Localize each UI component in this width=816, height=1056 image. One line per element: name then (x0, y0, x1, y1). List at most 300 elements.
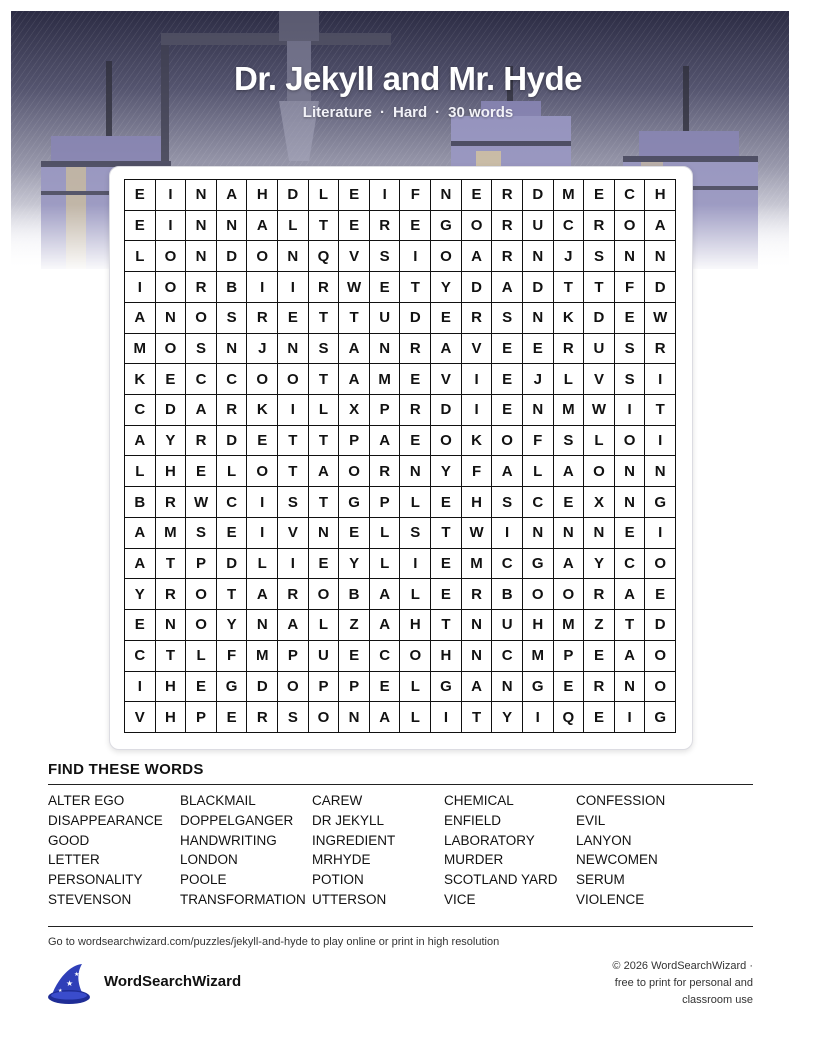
grid-cell[interactable]: N (278, 334, 309, 365)
grid-cell[interactable]: D (247, 672, 278, 703)
grid-cell[interactable]: N (523, 395, 554, 426)
grid-cell[interactable]: K (125, 364, 156, 395)
grid-cell[interactable]: E (125, 610, 156, 641)
grid-cell[interactable]: T (156, 549, 187, 580)
grid-cell[interactable]: N (186, 211, 217, 242)
grid-cell[interactable]: I (247, 487, 278, 518)
grid-cell[interactable]: O (645, 549, 676, 580)
grid-cell[interactable]: A (554, 549, 585, 580)
grid-cell[interactable]: E (431, 579, 462, 610)
grid-cell[interactable]: O (645, 672, 676, 703)
grid-cell[interactable]: E (370, 272, 401, 303)
grid-cell[interactable]: O (247, 456, 278, 487)
grid-cell[interactable]: X (584, 487, 615, 518)
grid-cell[interactable]: I (400, 549, 431, 580)
grid-cell[interactable]: E (217, 518, 248, 549)
grid-cell[interactable]: M (554, 395, 585, 426)
grid-cell[interactable]: E (523, 334, 554, 365)
grid-cell[interactable]: U (492, 610, 523, 641)
grid-cell[interactable]: G (645, 487, 676, 518)
grid-cell[interactable]: Z (339, 610, 370, 641)
grid-cell[interactable]: A (217, 180, 248, 211)
grid-cell[interactable]: N (645, 456, 676, 487)
grid-cell[interactable]: S (186, 518, 217, 549)
grid-cell[interactable]: K (554, 303, 585, 334)
grid-cell[interactable]: R (156, 579, 187, 610)
grid-cell[interactable]: A (339, 364, 370, 395)
grid-cell[interactable]: L (400, 702, 431, 733)
grid-cell[interactable]: A (309, 456, 340, 487)
grid-cell[interactable]: I (247, 272, 278, 303)
grid-cell[interactable]: E (125, 180, 156, 211)
grid-cell[interactable]: F (400, 180, 431, 211)
grid-cell[interactable]: D (645, 610, 676, 641)
grid-cell[interactable]: K (247, 395, 278, 426)
grid-cell[interactable]: P (278, 641, 309, 672)
grid-cell[interactable]: R (156, 487, 187, 518)
grid-cell[interactable]: N (370, 334, 401, 365)
grid-cell[interactable]: P (309, 672, 340, 703)
grid-cell[interactable]: N (584, 518, 615, 549)
grid-cell[interactable]: A (125, 303, 156, 334)
grid-cell[interactable]: A (370, 579, 401, 610)
grid-cell[interactable]: O (186, 610, 217, 641)
grid-cell[interactable]: P (370, 395, 401, 426)
grid-cell[interactable]: N (156, 303, 187, 334)
grid-cell[interactable]: Y (125, 579, 156, 610)
grid-cell[interactable]: U (523, 211, 554, 242)
grid-cell[interactable]: I (462, 364, 493, 395)
grid-cell[interactable]: U (309, 641, 340, 672)
grid-cell[interactable]: S (615, 334, 646, 365)
grid-cell[interactable]: B (492, 579, 523, 610)
grid-cell[interactable]: D (217, 426, 248, 457)
grid-cell[interactable]: N (554, 518, 585, 549)
grid-cell[interactable]: R (584, 211, 615, 242)
grid-cell[interactable]: G (431, 672, 462, 703)
grid-cell[interactable]: R (584, 672, 615, 703)
grid-cell[interactable]: H (247, 180, 278, 211)
grid-cell[interactable]: B (339, 579, 370, 610)
grid-cell[interactable]: E (584, 180, 615, 211)
grid-cell[interactable]: D (645, 272, 676, 303)
grid-cell[interactable]: L (370, 549, 401, 580)
grid-cell[interactable]: G (431, 211, 462, 242)
grid-cell[interactable]: M (554, 610, 585, 641)
grid-cell[interactable]: M (523, 641, 554, 672)
grid-cell[interactable]: A (370, 426, 401, 457)
grid-cell[interactable]: H (645, 180, 676, 211)
grid-cell[interactable]: L (400, 672, 431, 703)
grid-cell[interactable]: A (278, 610, 309, 641)
grid-cell[interactable]: E (309, 549, 340, 580)
grid-cell[interactable]: C (370, 641, 401, 672)
grid-cell[interactable]: N (462, 610, 493, 641)
grid-cell[interactable]: O (492, 426, 523, 457)
grid-cell[interactable]: N (309, 518, 340, 549)
grid-cell[interactable]: V (462, 334, 493, 365)
grid-cell[interactable]: N (156, 610, 187, 641)
grid-cell[interactable]: V (431, 364, 462, 395)
grid-cell[interactable]: S (309, 334, 340, 365)
grid-cell[interactable]: C (217, 364, 248, 395)
grid-cell[interactable]: I (125, 672, 156, 703)
grid-cell[interactable]: R (247, 303, 278, 334)
grid-cell[interactable]: L (217, 456, 248, 487)
grid-cell[interactable]: N (615, 241, 646, 272)
grid-cell[interactable]: E (584, 702, 615, 733)
grid-cell[interactable]: O (156, 241, 187, 272)
grid-cell[interactable]: O (278, 364, 309, 395)
grid-cell[interactable]: E (186, 672, 217, 703)
grid-cell[interactable]: R (217, 395, 248, 426)
grid-cell[interactable]: O (339, 456, 370, 487)
grid-cell[interactable]: E (217, 702, 248, 733)
grid-cell[interactable]: O (462, 211, 493, 242)
grid-cell[interactable]: A (492, 456, 523, 487)
grid-cell[interactable]: B (125, 487, 156, 518)
grid-cell[interactable]: N (492, 672, 523, 703)
grid-cell[interactable]: W (462, 518, 493, 549)
grid-cell[interactable]: L (370, 518, 401, 549)
grid-cell[interactable]: G (339, 487, 370, 518)
grid-cell[interactable]: S (278, 702, 309, 733)
grid-cell[interactable]: L (523, 456, 554, 487)
grid-cell[interactable]: I (125, 272, 156, 303)
grid-cell[interactable]: D (217, 241, 248, 272)
grid-cell[interactable]: D (156, 395, 187, 426)
grid-cell[interactable]: T (156, 641, 187, 672)
grid-cell[interactable]: W (339, 272, 370, 303)
grid-cell[interactable]: A (431, 334, 462, 365)
grid-cell[interactable]: H (431, 641, 462, 672)
grid-cell[interactable]: R (462, 579, 493, 610)
grid-cell[interactable]: E (615, 518, 646, 549)
grid-cell[interactable]: U (584, 334, 615, 365)
grid-cell[interactable]: G (645, 702, 676, 733)
grid-cell[interactable]: W (584, 395, 615, 426)
grid-cell[interactable]: D (217, 549, 248, 580)
grid-cell[interactable]: I (278, 549, 309, 580)
grid-cell[interactable]: T (400, 272, 431, 303)
grid-cell[interactable]: Y (156, 426, 187, 457)
grid-cell[interactable]: E (278, 303, 309, 334)
grid-cell[interactable]: J (554, 241, 585, 272)
grid-cell[interactable]: I (645, 364, 676, 395)
grid-cell[interactable]: L (400, 579, 431, 610)
grid-cell[interactable]: I (523, 702, 554, 733)
grid-cell[interactable]: I (645, 518, 676, 549)
grid-cell[interactable]: I (370, 180, 401, 211)
grid-cell[interactable]: V (339, 241, 370, 272)
grid-cell[interactable]: N (400, 456, 431, 487)
grid-cell[interactable]: A (247, 211, 278, 242)
grid-cell[interactable]: M (462, 549, 493, 580)
grid-cell[interactable]: R (186, 426, 217, 457)
grid-cell[interactable]: Q (309, 241, 340, 272)
grid-cell[interactable]: I (492, 518, 523, 549)
grid-cell[interactable]: N (462, 641, 493, 672)
grid-cell[interactable]: E (339, 518, 370, 549)
grid-cell[interactable]: C (554, 211, 585, 242)
grid-cell[interactable]: C (492, 641, 523, 672)
grid-cell[interactable]: P (186, 702, 217, 733)
grid-cell[interactable]: E (492, 364, 523, 395)
grid-cell[interactable]: O (584, 456, 615, 487)
grid-cell[interactable]: O (431, 241, 462, 272)
grid-cell[interactable]: C (615, 549, 646, 580)
grid-cell[interactable]: N (278, 241, 309, 272)
grid-cell[interactable]: I (615, 702, 646, 733)
grid-cell[interactable]: E (156, 364, 187, 395)
grid-cell[interactable]: Y (431, 272, 462, 303)
grid-cell[interactable]: C (523, 487, 554, 518)
grid-cell[interactable]: S (217, 303, 248, 334)
grid-cell[interactable]: H (156, 702, 187, 733)
grid-cell[interactable]: A (645, 211, 676, 242)
grid-cell[interactable]: L (554, 364, 585, 395)
grid-cell[interactable]: P (554, 641, 585, 672)
grid-cell[interactable]: R (492, 241, 523, 272)
grid-cell[interactable]: A (370, 702, 401, 733)
grid-cell[interactable]: I (400, 241, 431, 272)
grid-cell[interactable]: I (247, 518, 278, 549)
grid-cell[interactable]: O (523, 579, 554, 610)
grid-cell[interactable]: I (278, 272, 309, 303)
grid-cell[interactable]: M (156, 518, 187, 549)
grid-cell[interactable]: O (615, 426, 646, 457)
grid-cell[interactable]: F (523, 426, 554, 457)
grid-cell[interactable]: T (431, 610, 462, 641)
grid-cell[interactable]: O (554, 579, 585, 610)
grid-cell[interactable]: N (615, 487, 646, 518)
grid-cell[interactable]: D (584, 303, 615, 334)
grid-cell[interactable]: A (615, 641, 646, 672)
grid-cell[interactable]: R (309, 272, 340, 303)
grid-cell[interactable]: N (523, 518, 554, 549)
grid-cell[interactable]: I (462, 395, 493, 426)
grid-cell[interactable]: A (247, 579, 278, 610)
grid-cell[interactable]: O (400, 641, 431, 672)
grid-cell[interactable]: Y (584, 549, 615, 580)
grid-cell[interactable]: Y (339, 549, 370, 580)
grid-cell[interactable]: E (645, 579, 676, 610)
grid-cell[interactable]: D (278, 180, 309, 211)
grid-cell[interactable]: S (554, 426, 585, 457)
grid-cell[interactable]: E (247, 426, 278, 457)
grid-cell[interactable]: O (247, 364, 278, 395)
grid-cell[interactable]: R (278, 579, 309, 610)
grid-cell[interactable]: W (645, 303, 676, 334)
grid-cell[interactable]: O (247, 241, 278, 272)
grid-cell[interactable]: S (400, 518, 431, 549)
grid-cell[interactable]: I (431, 702, 462, 733)
grid-cell[interactable]: A (554, 456, 585, 487)
grid-cell[interactable]: R (370, 456, 401, 487)
grid-cell[interactable]: R (400, 395, 431, 426)
grid-cell[interactable]: L (125, 456, 156, 487)
grid-cell[interactable]: N (247, 610, 278, 641)
grid-cell[interactable]: R (492, 211, 523, 242)
grid-cell[interactable]: V (278, 518, 309, 549)
grid-cell[interactable]: N (186, 180, 217, 211)
grid-cell[interactable]: J (523, 364, 554, 395)
grid-cell[interactable]: F (217, 641, 248, 672)
grid-cell[interactable]: N (217, 334, 248, 365)
grid-cell[interactable]: A (492, 272, 523, 303)
grid-cell[interactable]: Y (431, 456, 462, 487)
grid-cell[interactable]: S (492, 487, 523, 518)
grid-cell[interactable]: A (462, 241, 493, 272)
grid-cell[interactable]: S (615, 364, 646, 395)
grid-cell[interactable]: N (217, 211, 248, 242)
grid-cell[interactable]: T (217, 579, 248, 610)
grid-cell[interactable]: S (186, 334, 217, 365)
grid-cell[interactable]: T (554, 272, 585, 303)
grid-cell[interactable]: Z (584, 610, 615, 641)
grid-cell[interactable]: J (247, 334, 278, 365)
grid-cell[interactable]: N (186, 241, 217, 272)
grid-cell[interactable]: N (645, 241, 676, 272)
grid-cell[interactable]: P (186, 549, 217, 580)
grid-cell[interactable]: L (309, 395, 340, 426)
grid-cell[interactable]: I (615, 395, 646, 426)
grid-cell[interactable]: A (125, 518, 156, 549)
grid-cell[interactable]: T (584, 272, 615, 303)
grid-cell[interactable]: E (431, 303, 462, 334)
grid-cell[interactable]: E (492, 395, 523, 426)
grid-cell[interactable]: T (309, 364, 340, 395)
grid-cell[interactable]: D (400, 303, 431, 334)
grid-cell[interactable]: K (462, 426, 493, 457)
grid-cell[interactable]: M (370, 364, 401, 395)
grid-cell[interactable]: Y (492, 702, 523, 733)
grid-cell[interactable]: R (645, 334, 676, 365)
grid-cell[interactable]: H (462, 487, 493, 518)
grid-cell[interactable]: M (247, 641, 278, 672)
grid-cell[interactable]: A (462, 672, 493, 703)
grid-cell[interactable]: R (462, 303, 493, 334)
grid-cell[interactable]: P (339, 426, 370, 457)
grid-cell[interactable]: R (554, 334, 585, 365)
grid-cell[interactable]: L (186, 641, 217, 672)
grid-cell[interactable]: O (645, 641, 676, 672)
grid-cell[interactable]: B (217, 272, 248, 303)
grid-cell[interactable]: C (186, 364, 217, 395)
grid-cell[interactable]: X (339, 395, 370, 426)
grid-cell[interactable]: L (309, 180, 340, 211)
grid-cell[interactable]: G (523, 672, 554, 703)
grid-cell[interactable]: O (615, 211, 646, 242)
grid-cell[interactable]: A (125, 426, 156, 457)
grid-cell[interactable]: C (125, 641, 156, 672)
grid-cell[interactable]: E (554, 672, 585, 703)
grid-cell[interactable]: O (309, 579, 340, 610)
grid-cell[interactable]: D (523, 272, 554, 303)
grid-cell[interactable]: H (156, 672, 187, 703)
grid-cell[interactable]: H (400, 610, 431, 641)
grid-cell[interactable]: Y (217, 610, 248, 641)
grid-cell[interactable]: D (431, 395, 462, 426)
grid-cell[interactable]: O (309, 702, 340, 733)
grid-cell[interactable]: D (523, 180, 554, 211)
grid-cell[interactable]: L (247, 549, 278, 580)
grid-cell[interactable]: O (156, 272, 187, 303)
grid-cell[interactable]: C (125, 395, 156, 426)
grid-cell[interactable]: E (400, 211, 431, 242)
grid-cell[interactable]: R (370, 211, 401, 242)
grid-cell[interactable]: M (125, 334, 156, 365)
grid-cell[interactable]: P (339, 672, 370, 703)
grid-cell[interactable]: O (278, 672, 309, 703)
grid-cell[interactable]: I (156, 180, 187, 211)
grid-cell[interactable]: E (339, 211, 370, 242)
grid-cell[interactable]: L (125, 241, 156, 272)
grid-cell[interactable]: I (156, 211, 187, 242)
grid-cell[interactable]: E (186, 456, 217, 487)
grid-cell[interactable]: L (584, 426, 615, 457)
grid-cell[interactable]: T (615, 610, 646, 641)
grid-cell[interactable]: R (584, 579, 615, 610)
grid-cell[interactable]: N (615, 672, 646, 703)
grid-cell[interactable]: A (370, 610, 401, 641)
grid-cell[interactable]: T (645, 395, 676, 426)
grid-cell[interactable]: O (186, 579, 217, 610)
grid-cell[interactable]: N (523, 241, 554, 272)
grid-cell[interactable]: E (584, 641, 615, 672)
grid-cell[interactable]: G (523, 549, 554, 580)
grid-cell[interactable]: E (492, 334, 523, 365)
grid-cell[interactable]: E (462, 180, 493, 211)
grid-cell[interactable]: M (554, 180, 585, 211)
grid-cell[interactable]: N (615, 456, 646, 487)
grid-cell[interactable]: R (492, 180, 523, 211)
grid-cell[interactable]: T (278, 456, 309, 487)
grid-cell[interactable]: I (278, 395, 309, 426)
grid-cell[interactable]: L (278, 211, 309, 242)
grid-cell[interactable]: L (400, 487, 431, 518)
grid-cell[interactable]: A (186, 395, 217, 426)
grid-cell[interactable]: E (554, 487, 585, 518)
grid-cell[interactable]: L (309, 610, 340, 641)
grid-cell[interactable]: N (523, 303, 554, 334)
grid-cell[interactable]: E (615, 303, 646, 334)
grid-cell[interactable]: E (125, 211, 156, 242)
grid-cell[interactable]: O (431, 426, 462, 457)
grid-cell[interactable]: N (431, 180, 462, 211)
grid-cell[interactable]: O (186, 303, 217, 334)
grid-cell[interactable]: T (431, 518, 462, 549)
grid-cell[interactable]: A (125, 549, 156, 580)
grid-cell[interactable]: S (370, 241, 401, 272)
play-online-link[interactable]: Go to wordsearchwizard.com/puzzles/jekyll-and-hyde to play online or print in high resolution (48, 936, 500, 948)
grid-cell[interactable]: W (186, 487, 217, 518)
grid-cell[interactable]: R (247, 702, 278, 733)
grid-cell[interactable]: N (339, 702, 370, 733)
grid-cell[interactable]: C (217, 487, 248, 518)
grid-cell[interactable]: G (217, 672, 248, 703)
grid-cell[interactable]: S (278, 487, 309, 518)
grid-cell[interactable]: R (400, 334, 431, 365)
grid-cell[interactable]: C (492, 549, 523, 580)
grid-cell[interactable]: E (431, 549, 462, 580)
grid-cell[interactable]: E (339, 641, 370, 672)
grid-cell[interactable]: U (370, 303, 401, 334)
grid-cell[interactable]: D (462, 272, 493, 303)
grid-cell[interactable]: E (400, 364, 431, 395)
grid-cell[interactable]: R (186, 272, 217, 303)
grid-cell[interactable]: E (400, 426, 431, 457)
